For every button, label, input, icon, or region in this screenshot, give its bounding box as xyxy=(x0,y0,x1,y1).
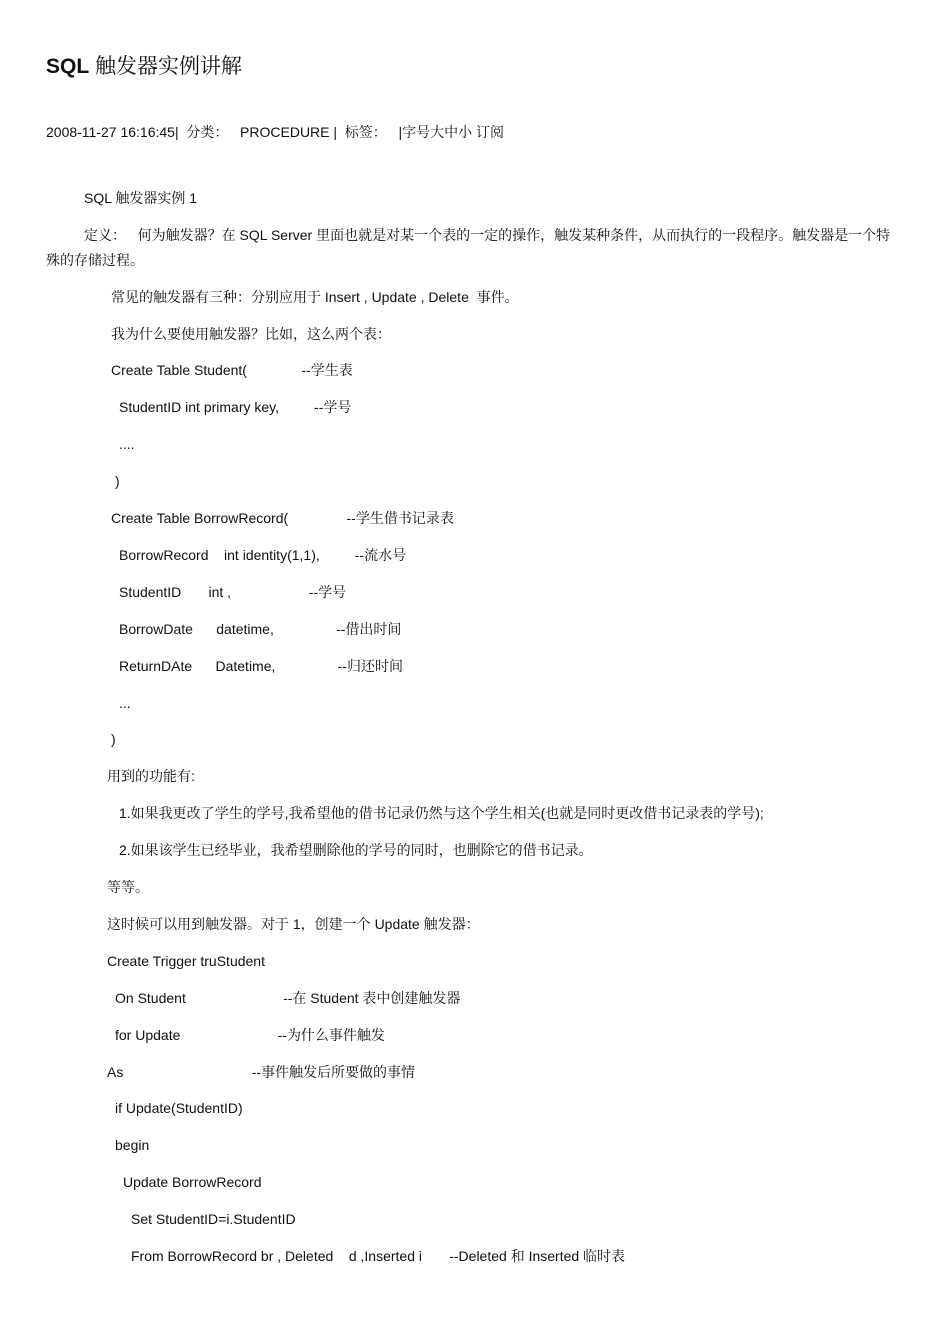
body-line: SQL 触发器实例 1 xyxy=(84,190,198,206)
body-line: Create Trigger truStudent xyxy=(107,953,265,969)
body-line: 等等。 xyxy=(107,879,149,895)
body-line: 殊的存储过程。 xyxy=(46,252,144,268)
body-line: Update BorrowRecord xyxy=(123,1174,262,1190)
body-line: .... xyxy=(119,436,135,452)
body-line: Create Table BorrowRecord( --学生借书记录表 xyxy=(111,510,454,526)
body-line: On Student --在 Student 表中创建触发器 xyxy=(115,990,461,1006)
body-line: StudentID int primary key, --学号 xyxy=(119,399,352,415)
body-line: Create Table Student( --学生表 xyxy=(111,362,353,378)
body-line: 用到的功能有: xyxy=(107,768,195,784)
body-line: for Update --为什么事件触发 xyxy=(115,1027,385,1043)
body-line: 我为什么要使用触发器？比如，这么两个表： xyxy=(111,326,391,342)
body-line: 定义： 何为触发器？在 SQL Server 里面也就是对某一个表的一定的操作，触发某种条件，从而执行的一段程序。触发器是一个特 xyxy=(84,227,891,243)
document-title xyxy=(46,54,242,80)
body-line: 这时候可以用到触发器。对于 1，创建一个 Update 触发器： xyxy=(107,916,480,932)
body-line: ) xyxy=(115,473,120,489)
document-title-rest: 触发器实例讲解 xyxy=(89,55,243,78)
body-line: ... xyxy=(119,695,131,711)
body-line: 2.如果该学生已经毕业，我希望删除他的学号的同时，也删除它的借书记录。 xyxy=(119,842,593,858)
body-line: Set StudentID=i.StudentID xyxy=(131,1211,296,1227)
body-line: if Update(StudentID) xyxy=(115,1100,243,1116)
meta-line: 2008-11-27 16:16:45| 分类： PROCEDURE | 标签： |字号大中小 订阅 xyxy=(46,124,505,140)
body-line: As --事件触发后所要做的事情 xyxy=(107,1064,416,1080)
body-line: 常见的触发器有三种：分别应用于 Insert , Update , Delete 事件。 xyxy=(111,289,519,305)
body-line: BorrowDate datetime, --借出时间 xyxy=(119,621,402,637)
body-line: StudentID int , --学号 xyxy=(119,584,347,600)
body-line: ) xyxy=(111,731,116,747)
body-line: ReturnDAte Datetime, --归还时间 xyxy=(119,658,403,674)
body-line: BorrowRecord int identity(1,1), --流水号 xyxy=(119,547,407,563)
body-line: begin xyxy=(115,1137,150,1153)
body-line: From BorrowRecord br , Deleted d ,Inserted i --Deleted 和 Inserted 临时表 xyxy=(131,1248,626,1264)
body-line: 1.如果我更改了学生的学号,我希望他的借书记录仍然与这个学生相关(也就是同时更改借书记录表的学号); xyxy=(119,805,764,821)
document-title-bold: SQL xyxy=(46,55,90,78)
